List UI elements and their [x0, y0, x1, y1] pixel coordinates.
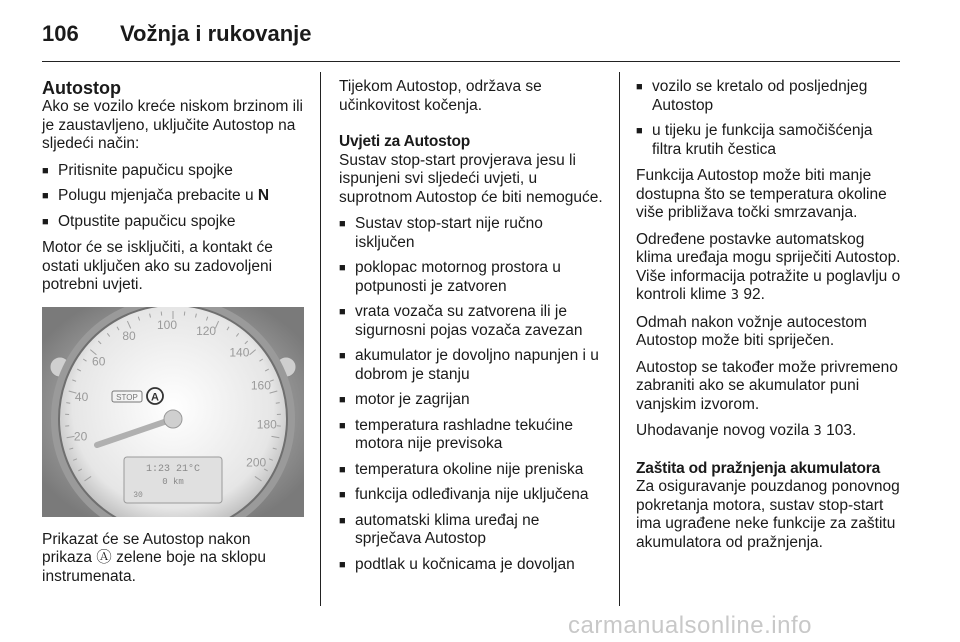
sub-heading: Uvjeti za Autostop: [339, 133, 471, 150]
caption-text: Prikazat će se Autostop nakon prikaza: [42, 530, 251, 566]
list-item: ■ vrata vozača su zatvorena ili je sigurnosni pojas vozača zavezan: [339, 303, 605, 340]
autostop-symbol: Ⓐ: [96, 549, 112, 566]
list-item: [42, 187, 304, 206]
paragraph: Motor će se isključiti, a kontakt će ostati uključen ako su zadovoljeni potrebni uvjeti.: [42, 239, 273, 293]
stop-label: STOP: [116, 392, 138, 402]
speed-tick-mark: [184, 311, 185, 315]
display-line-3: 30: [133, 490, 143, 500]
speed-tick-label: 80: [122, 328, 136, 343]
autostop-icon-letter: A: [151, 391, 159, 403]
list-item: ■ temperatura okoline nije preniska: [339, 461, 605, 480]
column-divider: [619, 72, 620, 606]
speed-tick-label: 100: [156, 317, 178, 332]
column-3: [636, 78, 904, 560]
list-item: ■ Pritisnite papučicu spojke: [42, 162, 304, 181]
paragraph: Odmah nakon vožnje autocestom Autostop može biti spriječen.: [636, 313, 867, 349]
page-ref-arrow-icon: 3: [730, 288, 740, 303]
speed-tick-label: 180: [256, 417, 277, 432]
sub-heading: Zaštita od pražnjenja akumulatora: [636, 459, 881, 477]
column-divider: [320, 72, 321, 606]
bullet-list: [636, 78, 904, 159]
page-header: [42, 16, 312, 52]
list-item: ■ Otpustite papučicu spojke: [42, 213, 304, 232]
speed-tick-label: 20: [73, 429, 88, 443]
list-item-text: Polugu mjenjača prebacite u: [58, 187, 258, 204]
list-item: ■ u tijeku je funkcija samočišćenja filtra krutih čestica: [636, 122, 904, 159]
page-ref-link[interactable]: 103.: [826, 422, 857, 439]
speed-tick-label: 140: [229, 344, 250, 359]
speed-tick-label: 160: [250, 378, 271, 393]
page-ref-link[interactable]: 92.: [743, 286, 765, 303]
paragraph: Funkcija Autostop može biti manje dostupna što se temperatura okoline više približava točki smrzavanja.: [636, 167, 887, 221]
paragraph: Sustav stop-start provjerava jesu li ispunjeni svi sljedeći uvjeti, u suprotnom Autostop će biti nemoguće.: [339, 151, 603, 206]
page-ref-arrow-icon: 3: [813, 424, 822, 439]
page-title: Vožnja i rukovanje: [120, 21, 312, 46]
bullet-list: [42, 162, 304, 232]
gear-letter: N: [257, 187, 270, 204]
list-item: ■ funkcija odleđivanja nije uključena: [339, 486, 605, 505]
speed-tick-label: 200: [246, 455, 267, 470]
list-item: ■ akumulator je dovoljno napunjen i u dobrom je stanju: [339, 347, 605, 384]
paragraph-text: Određene postavke automatskog klima uređaja mogu spriječiti Autostop. Više informacija potražite u poglavlju o kontroli klime: [636, 230, 901, 303]
speed-tick-label: 120: [196, 323, 217, 338]
display-line-2: 0 km: [162, 476, 184, 487]
page-number: 106: [42, 21, 79, 46]
bullet-list: [339, 215, 605, 574]
paragraph-text: Uhodavanje novog vozila: [636, 422, 814, 439]
list-item: ■ poklopac motornog prostora u potpunosti je zatvoren: [339, 259, 605, 296]
speed-tick-mark: [66, 402, 70, 403]
header-rule: [42, 61, 900, 62]
list-item: ■ podtlak u kočnicama je dovoljan: [339, 556, 605, 575]
paragraph: Tijekom Autostop, održava se učinkovitost kočenja.: [339, 78, 542, 114]
paragraph: [636, 422, 904, 442]
list-item: ■ motor je zagrijan: [339, 391, 605, 410]
figure-caption: [42, 531, 304, 587]
list-item: ■ automatski klima uređaj ne sprječava Autostop: [339, 512, 605, 549]
watermark: carmanualsonline.info: [568, 612, 812, 639]
instrument-cluster-image: [42, 307, 304, 517]
section-heading: Autostop: [42, 78, 121, 98]
list-item: ■ Sustav stop-start nije ručno isključen: [339, 215, 605, 252]
paragraph: Za osiguravanje pouzdanog ponovnog pokretanja motora, sustav stop-start ima ugrađene neke funkcije za zaštitu akumulatora od pražnjenja.: [636, 478, 900, 551]
column-2: [339, 78, 605, 582]
paragraph: Ako se vozilo kreće niskom brzinom ili je zaustavljeno, uključite Autostop na sljedeći način:: [42, 98, 304, 152]
speed-tick-label: 40: [74, 389, 89, 404]
paragraph: Autostop se također može privremeno zabraniti ako se akumulator puni vanjskim izvorom.: [636, 358, 898, 413]
display-line-1: 1:23 21°C: [145, 463, 201, 475]
paragraph: [636, 231, 904, 306]
column-1: [42, 78, 304, 594]
list-item: ■ temperatura rashladne tekućine motora nije previsoka: [339, 417, 605, 454]
speed-tick-mark: [161, 311, 162, 315]
caption-text: zelene boje na sklopu instrumenata.: [42, 549, 267, 585]
instrument-cluster-illustration: [42, 307, 304, 517]
speed-tick-mark: [276, 402, 280, 403]
list-item: ■ vozilo se kretalo od posljednjeg Autostop: [636, 78, 904, 115]
speed-tick-label: 60: [92, 353, 106, 368]
